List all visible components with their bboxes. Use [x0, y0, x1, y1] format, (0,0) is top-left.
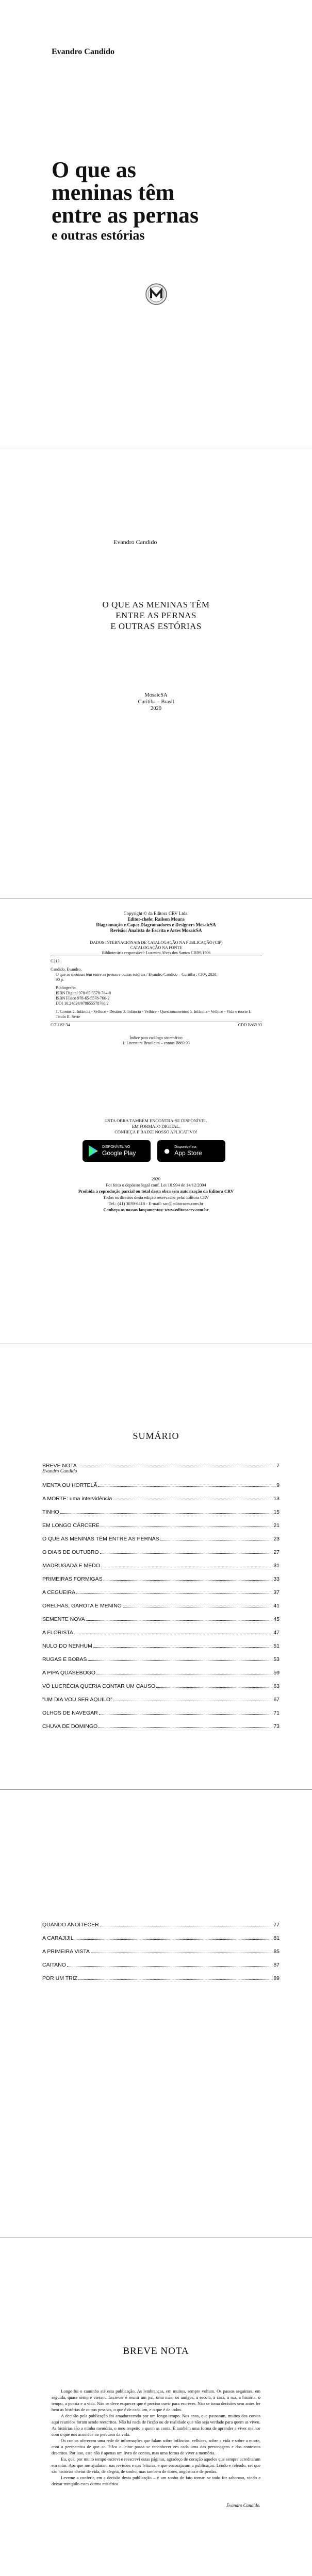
cip-line: ISBN Físico 978-65-5578-766-2: [56, 996, 110, 1001]
toc-item[interactable]: [42, 1921, 280, 1928]
cdu-code: CDU 82-34: [51, 1023, 70, 1027]
toc-item-label: A CARAJIJIL: [42, 1935, 74, 1941]
toc-item[interactable]: [42, 1642, 280, 1649]
app-store-button[interactable]: [157, 1140, 225, 1162]
toc-leader: [98, 1486, 275, 1487]
toc-item[interactable]: [42, 1615, 280, 1622]
google-play-button[interactable]: [83, 1140, 151, 1162]
toc-leader: [93, 1647, 272, 1648]
toc-item-label: EM LONGO CÁRCERE: [42, 1522, 100, 1529]
toc-item-page: 63: [273, 1683, 280, 1689]
toc-item-page: 23: [273, 1536, 280, 1542]
toc-item-page: 71: [273, 1710, 280, 1716]
half-title-author: Evandro Candido: [113, 538, 157, 546]
toc-item-page: 77: [273, 1922, 280, 1928]
toc-item-page: 27: [273, 1549, 280, 1555]
copyright-credits: [0, 911, 312, 934]
toc-item-page: 81: [273, 1935, 280, 1941]
half-title-title: [0, 599, 312, 632]
toc-item-page: 47: [273, 1630, 280, 1636]
page-divider: [0, 898, 312, 899]
toc-item-page: 87: [273, 1962, 280, 1968]
legal-line: Proibida a reprodução parcial ou total desta obra sem autorização da Editora CRV: [78, 1189, 234, 1194]
toc-item-label: A MORTE: uma intervidência: [42, 1496, 112, 1502]
cip-line: Candido, Evandro.: [51, 967, 82, 972]
toc-item-page: 67: [273, 1697, 280, 1703]
toc-item-author: Evandro Candido: [42, 1469, 77, 1474]
toc-item[interactable]: [42, 1669, 280, 1676]
publisher-city: Curitiba – Brasil: [138, 699, 174, 705]
app-store-label: App Store: [174, 1149, 202, 1157]
cip-line: 1. Contos 2. Infância - Velhice - Destino 3. Infância - Velhice - Questionamentos 5. Infância - Velhice - Vida e morte I. Título II. Série: [56, 1009, 252, 1019]
note-paragraph: Eu, que, por muito tempo escrevi e reescrevi estas páginas, agradeço de coração àqueles que sempre acreditaram em mim. Aos que me ajudaram nas revisões e nas leituras, e que encorajaram a publicação. Lendo e relendo, sei que são histórias cheias de vida, de alegria, de sonho, mas também de dores, angústias e de perdas.: [52, 2456, 260, 2474]
half-title-line: ENTRE AS PERNAS: [116, 611, 196, 620]
toc-leader: [67, 1966, 272, 1967]
cip-line: 90 p.: [56, 977, 64, 982]
cip-header-line: DADOS INTERNACIONAIS DE CATALOGAÇÃO NA PUBLICAÇÃO (CIP): [90, 940, 223, 945]
publisher-name: MosaicSA: [144, 692, 168, 698]
copyright-line: Copyright © da Editora CRV Ltda.: [123, 911, 189, 916]
toc-leader: [99, 1714, 273, 1715]
toc-item[interactable]: [42, 1709, 280, 1716]
toc-item-page: 9: [276, 1482, 280, 1488]
google-play-icon: [88, 1145, 99, 1157]
page-divider: [0, 1789, 312, 1790]
cip-line: C213: [51, 959, 60, 963]
cip-line: DOI 10.24824/978655578766.2: [56, 1001, 109, 1006]
toc-item-page: 53: [273, 1656, 280, 1663]
digital-line: CONHEÇA E BAIXE NOSSO APLICATIVO!: [114, 1129, 198, 1134]
note-paragraph: Os contos oferecem uma rede de informações que falam sobre infâncias, velhices, sobre a vida e sobre a morte, com a perspectiva de que ao lê-los o leitor possa se reconhecer em cada uma das personagens e dos contextos descritos. Por isso, este não é apenas um livro de contos, mas uma forma de viver a memória.: [52, 2438, 260, 2455]
toc-item[interactable]: [42, 1974, 280, 1981]
index-line: Índice para catálogo sistemático: [129, 1036, 183, 1040]
toc-item-label: A FLORISTA: [42, 1630, 73, 1636]
toc-item-label: OLHOS DE NAVEGAR: [42, 1710, 98, 1716]
toc-item[interactable]: [42, 1462, 280, 1469]
toc-item-label: POR UM TRIZ: [42, 1975, 78, 1981]
toc-item[interactable]: [42, 1575, 280, 1582]
toc-item-page: 89: [273, 1975, 280, 1981]
toc-item[interactable]: [42, 1655, 280, 1663]
index-line: 1. Literatura Brasileira – contos B869.93: [122, 1041, 190, 1045]
toc-item-page: 85: [273, 1948, 280, 1955]
note-paragraph: Leveme a conferir, em a decisão desta publicação – é um sonho de fato tornar, se todo for saboroso, vindo e deixar tranquilo estes outros mistérios.: [52, 2475, 260, 2486]
half-title-page: [0, 449, 312, 897]
toc-item-page: 59: [273, 1670, 280, 1676]
toc-item-page: 13: [273, 1496, 280, 1502]
toc-leader: [98, 1727, 272, 1728]
digital-line: EM FORMATO DIGITAL.: [132, 1124, 180, 1129]
note-title: BREVE NOTA: [123, 2346, 189, 2357]
toc-item[interactable]: [42, 1521, 280, 1529]
toc-item[interactable]: [42, 1548, 280, 1555]
toc-item-label: MADRUGADA E MEDO: [42, 1563, 101, 1569]
toc-item-label: A CEGUEIRA: [42, 1589, 76, 1596]
toc-item[interactable]: [42, 1562, 280, 1569]
review-line: Revisão: Analista de Escrita e Artes MosaicSA: [110, 928, 202, 933]
toc-item[interactable]: [42, 1934, 280, 1941]
note-signature: Evandro Candido.: [226, 2503, 260, 2508]
toc-item-label: CHUVA DE DOMINGO: [42, 1723, 98, 1730]
toc-item-label: RUGAS E BOBAS: [42, 1656, 87, 1663]
toc-leader: [100, 1553, 273, 1554]
toc-item-page: 45: [273, 1616, 280, 1622]
toc-leader: [75, 1939, 273, 1940]
cip-header: [51, 940, 262, 956]
toc-item-page: 37: [273, 1589, 280, 1596]
toc-leader: [78, 1979, 272, 1980]
toc-item-page: 15: [273, 1509, 280, 1515]
cover-title-line: entre as pernas: [52, 202, 199, 228]
toc-item[interactable]: [42, 1481, 280, 1488]
cover-subtitle: e outras estórias: [52, 228, 145, 243]
note-body: [52, 2388, 260, 2487]
toc-leader: [86, 1620, 273, 1621]
toc-item-label: A PIPA QUASEBOGO: [42, 1670, 96, 1676]
toc-list: [42, 1462, 280, 1730]
toc-item-label: "UM DIA VOU SER AQUILO": [42, 1697, 112, 1703]
cip-line: ISBN Digital 978-65-5578-764-8: [56, 991, 111, 995]
toc-item-label: O QUE AS MENINAS TÊM ENTRE AS PERNAS: [42, 1536, 159, 1542]
toc-item-page: 41: [273, 1603, 280, 1609]
toc-item-label: VÓ LUCRÉCIA QUERIA CONTAR UM CAUSO: [42, 1683, 156, 1689]
toc-item[interactable]: [42, 1947, 280, 1955]
note-paragraph: Longe fui o caminho até esta publicação. As lembranças, em muitos, sempre voltam. Os passos seguintes, em seguida, quase sempre vieram. Escrever é reunir um pai, uma mãe, os amigos, a escola, a casa, a rua, a história, o tempo, a poesia e a vida. Não se deve esquecer que é preciso ouvir para escrever. Não se toma decisões sem antes ler bem as histórias de outras pessoas, o que é de cada um, e o que é de todos.: [52, 2388, 260, 2412]
toc-item[interactable]: [42, 1535, 280, 1542]
toc-item-page: 31: [273, 1563, 280, 1569]
toc-list-continued: [42, 1921, 280, 1988]
toc-item-page: 7: [276, 1463, 280, 1469]
toc-item[interactable]: [42, 1495, 280, 1502]
cover-title-line: O que as: [52, 157, 136, 182]
cip-body: [51, 959, 262, 1020]
toc-title: SUMÁRIO: [133, 1431, 179, 1441]
index-block: [0, 1036, 312, 1046]
cover-title: [52, 159, 199, 227]
legal-line: Foi feito o depósito legal conf. Lei 10.994 de 14/12/2004: [106, 1182, 206, 1188]
toc-item-label: QUANDO ANOITECER: [42, 1922, 99, 1928]
toc-item[interactable]: [42, 1588, 280, 1596]
toc-item-label: TINHO: [42, 1509, 59, 1515]
legal-line: Conheça os nossos lançamentos: www.editoracrv.com.br: [103, 1207, 209, 1212]
legal-line: Todos os direitos desta edição reservados pela: Editora CRV: [103, 1195, 209, 1200]
toc-item[interactable]: [42, 1508, 280, 1515]
cip-record: [51, 956, 262, 1028]
digital-notice: [0, 1118, 312, 1135]
cover-page: [0, 0, 312, 355]
toc-item-label: PRIMEIRAS FORMIGAS: [42, 1576, 103, 1582]
toc-item-label: MENTA OU HORTELÃ: [42, 1482, 97, 1488]
toc-leader: [104, 1580, 273, 1581]
half-title-publisher-block: [0, 692, 312, 712]
toc-item-label: NULO DO NENHUM: [42, 1643, 92, 1649]
toc-item[interactable]: [42, 1696, 280, 1703]
legal-block: [0, 1176, 312, 1213]
toc-item-label: O DIA 5 DE OUTUBRO: [42, 1549, 99, 1555]
note-paragraph: A decisão pela publicação foi amadurecendo por um longo tempo. Nos anos, que passaram, muitos dos contos aqui reunidos foram sendo reescritos. Não há nada de ficção ou de realidade que não seja verdade para quem as viveu. As histórias são a minha memória, o meu respeito a quem as conta. É também uma forma de aprender a viver melhor com o que nos acontece no percurso da vida.: [52, 2413, 260, 2437]
cip-header-line: CATALOGAÇÃO NA FONTE: [130, 945, 183, 950]
toc-item-page: 33: [273, 1576, 280, 1582]
editor-line: Editor-chefe: Railson Moura: [127, 917, 185, 922]
toc-item-label: A PRIMEIRA VISTA: [42, 1948, 90, 1955]
toc-item[interactable]: [42, 1629, 280, 1636]
cdd-code: CDD B869.93: [238, 1023, 262, 1027]
toc-item-label: CAITANO: [42, 1962, 66, 1968]
apple-icon: ●: [163, 1144, 171, 1157]
toc-leader: [88, 1660, 272, 1661]
half-title-line: E OUTRAS ESTÓRIAS: [110, 621, 202, 631]
half-title-line: O QUE AS MENINAS TÊM: [102, 600, 210, 609]
design-line: Diagramação e Capa: Diagramadores e Designers MosaicSA: [96, 922, 216, 927]
toc-leader: [156, 1687, 272, 1688]
toc-item[interactable]: [42, 1602, 280, 1609]
google-play-label: Google Play: [102, 1149, 136, 1157]
app-store-small: Disponível na: [174, 1145, 196, 1149]
cip-line: Bibliografia: [56, 986, 76, 990]
toc-item-label: BREVE NOTA: [42, 1463, 77, 1469]
toc-item[interactable]: [42, 1722, 280, 1730]
toc-item-page: 73: [273, 1723, 280, 1730]
cip-header-line: Bibliotecária responsável: Luzenira Alves dos Santos CRB9/1506: [102, 951, 211, 955]
toc-item-page: 21: [273, 1522, 280, 1529]
cover-title-line: meninas têm: [52, 180, 175, 205]
digital-line: ESTA OBRA TAMBÉM ENCONTRA-SE DISPONÍVEL: [105, 1118, 207, 1123]
cover-author: Evandro Candido: [52, 47, 114, 56]
publisher-logo-icon: [145, 283, 167, 305]
toc-item-label: ORELHAS, GAROTA E MENINO: [42, 1603, 122, 1609]
toc-item-label: SEMENTE NOVA: [42, 1616, 85, 1622]
legal-line: Tel.: (41) 3039-6418 - E-mail: sac@editoracrv.com.br: [108, 1201, 204, 1206]
toc-leader: [60, 1513, 273, 1514]
google-play-small: DISPONÍVEL NO: [102, 1145, 130, 1149]
toc-item[interactable]: [42, 1682, 280, 1689]
toc-item-page: 51: [273, 1643, 280, 1649]
toc-item[interactable]: [42, 1961, 280, 1968]
publication-year: 2020: [151, 706, 161, 711]
legal-line: 2020: [152, 1176, 160, 1181]
cip-line: O que as meninas têm entre as pernas e outras estórias / Evandro Candido – Curitiba : CRV, 2020.: [56, 972, 218, 977]
